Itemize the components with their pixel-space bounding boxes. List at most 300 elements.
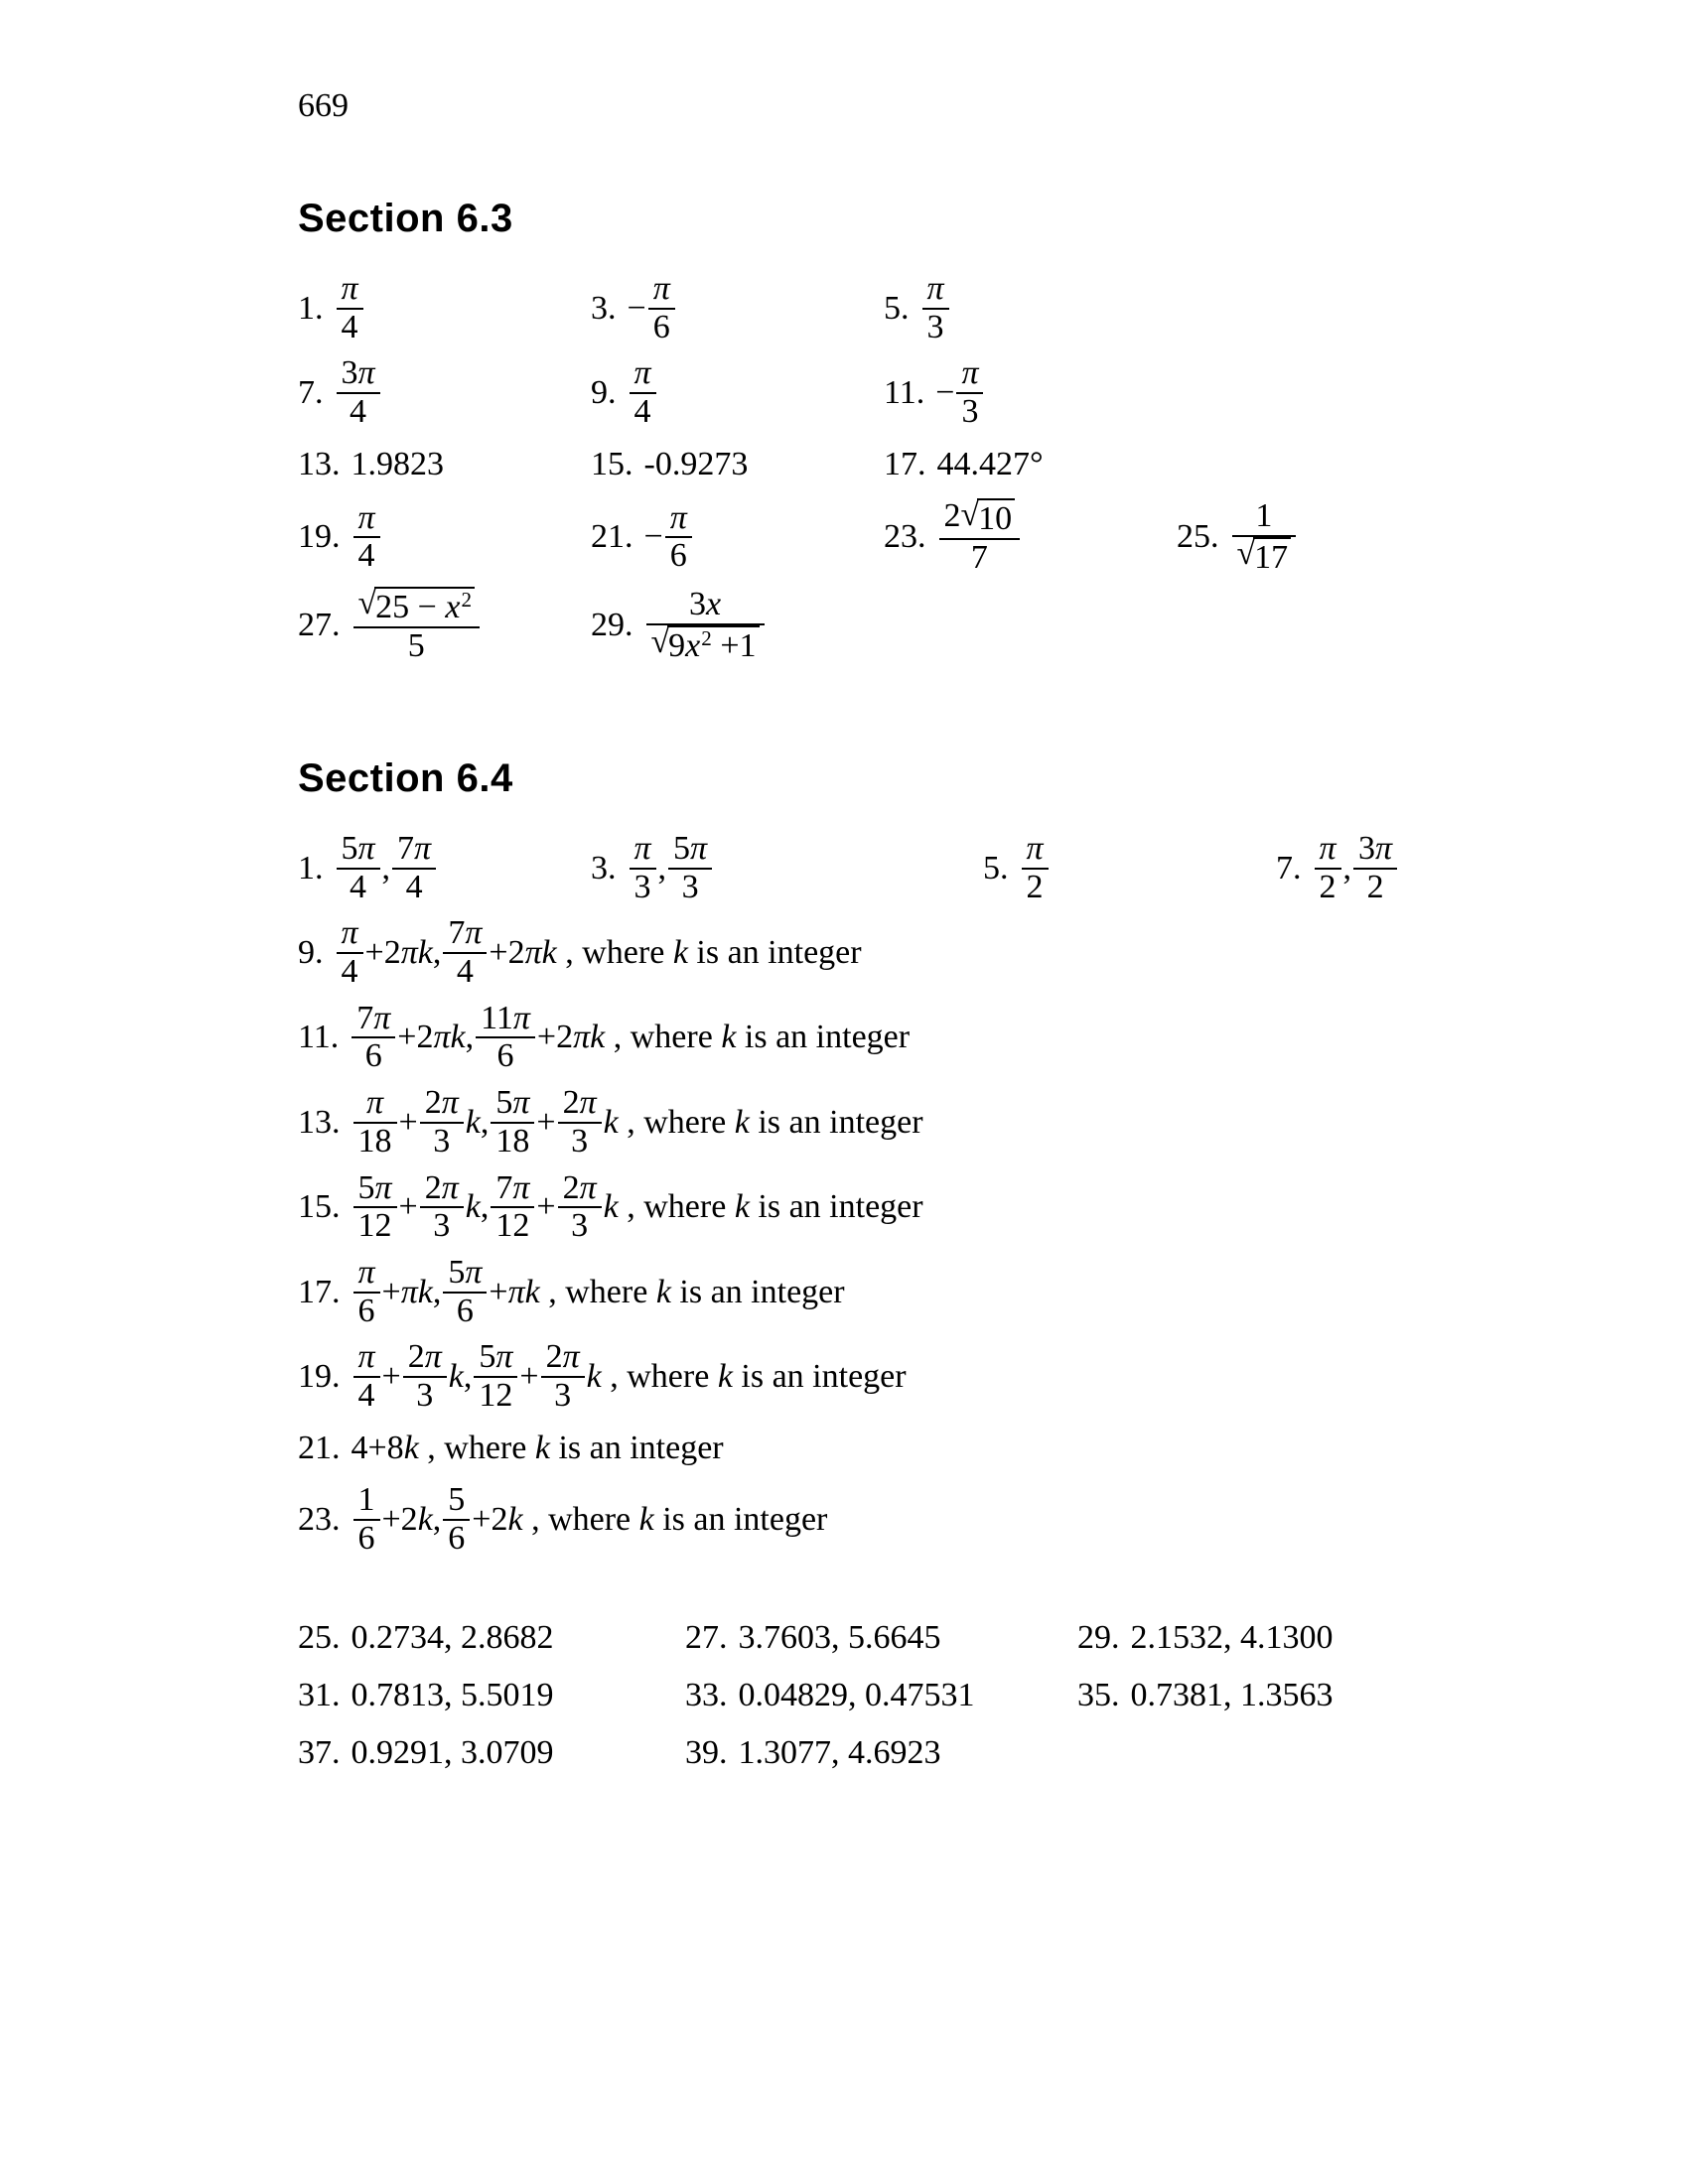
item-number: 31. [298, 1677, 341, 1714]
item-number: 35. [1077, 1677, 1120, 1714]
item-number: 23. [298, 1500, 341, 1538]
item-answer [739, 1734, 941, 1772]
answer-item-23 [884, 498, 1177, 577]
item-number: 27. [298, 607, 341, 644]
fraction-numerator [541, 1339, 585, 1376]
fraction [353, 584, 481, 665]
fraction [476, 1001, 535, 1075]
fraction [1315, 831, 1341, 905]
fraction-denominator [648, 308, 675, 346]
math-variable: k [417, 1500, 433, 1538]
item-number: 1. [298, 849, 324, 887]
item-number: 3. [591, 849, 617, 887]
math-text: 0.7381, 1.3563 [1130, 1677, 1334, 1714]
math-variable: k [417, 933, 433, 971]
answer-item-23 [298, 1482, 827, 1557]
math-text: + [381, 1358, 401, 1396]
fraction-numerator [646, 587, 765, 623]
item-answer [1020, 831, 1051, 905]
item-number: 15. [591, 445, 633, 482]
fraction-denominator [420, 1122, 464, 1160]
fraction [337, 355, 380, 430]
answer-row [298, 915, 1628, 990]
fraction [353, 1255, 380, 1329]
math-text: 12 [479, 1377, 513, 1415]
math-variable: π [507, 1273, 525, 1310]
item-number: 23. [884, 518, 926, 556]
item-answer [1131, 1619, 1334, 1657]
math-text: 6 [448, 1519, 466, 1557]
math-text: 3 [571, 1207, 589, 1245]
fraction [420, 1085, 464, 1160]
fraction-denominator [1315, 868, 1341, 906]
answer-item-7 [1276, 831, 1399, 905]
fraction-numerator [353, 500, 380, 537]
square-root [357, 584, 476, 626]
math-text: 2 [1319, 868, 1336, 905]
math-text: 5 [357, 1168, 375, 1206]
math-variable: k [734, 1188, 750, 1226]
math-text: , [432, 1273, 442, 1310]
math-variable: k [524, 1273, 540, 1310]
math-text: 1 [1255, 496, 1273, 534]
radicand [374, 587, 475, 626]
fraction [491, 1170, 534, 1245]
fraction-denominator [353, 1206, 397, 1245]
section-title: Section 6.3 [298, 197, 513, 240]
item-number: 13. [298, 445, 341, 482]
math-text: 1 [357, 1480, 375, 1518]
answer-row [298, 1672, 1628, 1719]
fraction-numerator [392, 831, 436, 868]
math-text: is an integer [749, 1103, 923, 1141]
math-variable: k [448, 1358, 464, 1396]
math-text: 7 [448, 914, 466, 952]
fraction-denominator [1353, 868, 1397, 906]
fraction-denominator [922, 308, 949, 346]
fraction [353, 500, 380, 575]
item-number: 5. [983, 849, 1009, 887]
fraction-numerator [939, 498, 1021, 538]
math-text: 0.04829, 0.47531 [738, 1677, 975, 1714]
math-variable: π [512, 999, 530, 1036]
math-text: 2 [545, 1338, 563, 1376]
item-number: 9. [591, 374, 617, 412]
answer-item-29 [591, 587, 767, 665]
math-text: 2 [424, 1084, 442, 1122]
radicand [1253, 537, 1291, 577]
math-text: is an integer [653, 1500, 828, 1538]
math-text: 4 [456, 952, 474, 990]
math-text: +2 [536, 1019, 574, 1056]
item-number: 37. [298, 1734, 341, 1772]
fraction [337, 271, 363, 345]
math-variable: π [1026, 829, 1044, 867]
fraction [403, 1339, 447, 1414]
section-title: Section 6.4 [298, 755, 513, 800]
math-text: , [381, 849, 391, 887]
item-answer [628, 271, 677, 345]
math-text: 17 [1254, 538, 1289, 576]
fraction-numerator [353, 1085, 397, 1122]
answer-row [298, 1170, 1628, 1245]
math-text: 5 [479, 1338, 496, 1376]
fraction [558, 1170, 602, 1245]
fraction-numerator [491, 1085, 534, 1122]
math-variable: π [441, 1168, 459, 1206]
math-variable: π [1319, 829, 1336, 867]
item-answer [335, 355, 382, 430]
math-text: 10 [978, 500, 1013, 538]
math-variable: π [562, 1338, 580, 1376]
fraction-denominator [403, 1376, 447, 1415]
math-variable: π [573, 1019, 591, 1056]
math-text: 5 [407, 627, 425, 665]
math-text: 3 [433, 1122, 451, 1160]
item-answer [1230, 498, 1299, 577]
fraction-numerator [665, 500, 692, 537]
math-text: , [465, 1019, 475, 1056]
math-text: , [432, 1500, 442, 1538]
item-number: 9. [298, 933, 324, 971]
math-text: 4 [405, 868, 423, 905]
answer-row [298, 831, 1628, 905]
math-text: 2 [562, 1084, 580, 1122]
item-answer [352, 1734, 554, 1772]
math-variable: π [341, 914, 358, 952]
item-answer [352, 1677, 554, 1714]
math-text: 4 [350, 868, 367, 905]
square-root [961, 498, 1016, 538]
fraction [443, 915, 487, 990]
math-text: , [463, 1358, 473, 1396]
item-number: 33. [685, 1677, 728, 1714]
math-variable: k [590, 1019, 606, 1056]
math-text: 6 [456, 1292, 474, 1329]
math-variable: k [403, 1429, 419, 1466]
answer-item-19 [298, 500, 591, 575]
math-variable: k [450, 1019, 466, 1056]
fraction-denominator [337, 392, 380, 431]
fraction-numerator [474, 1339, 517, 1376]
item-number: 3. [591, 289, 617, 327]
fraction [541, 1339, 585, 1414]
fraction [630, 831, 656, 905]
math-text: 5 [448, 1253, 466, 1291]
math-text: 0.2734, 2.8682 [351, 1619, 554, 1657]
fraction-denominator [443, 1292, 487, 1330]
math-variable: x [705, 585, 722, 622]
math-text: + [489, 1273, 508, 1310]
math-text: , [657, 849, 667, 887]
math-text: -0.9273 [643, 445, 749, 482]
fraction-denominator [668, 868, 712, 906]
math-variable: k [586, 1358, 602, 1396]
math-variable: π [512, 1084, 530, 1122]
math-text: +2 [364, 933, 401, 971]
item-answer [1313, 831, 1400, 905]
fraction-denominator [956, 392, 983, 431]
math-text: 44.427° [936, 445, 1044, 482]
math-variable: k [655, 1273, 671, 1310]
item-answer [352, 1170, 923, 1245]
math-variable: k [417, 1273, 433, 1310]
answer-row [298, 1425, 1628, 1472]
math-text: 6 [652, 308, 670, 345]
math-variable: π [633, 354, 651, 392]
math-text: 6 [357, 1292, 375, 1329]
math-variable: π [579, 1084, 597, 1122]
fraction-denominator [337, 868, 380, 906]
answer-item-29 [1077, 1619, 1334, 1657]
math-text: 2 [1026, 868, 1044, 905]
fraction [353, 1482, 380, 1557]
item-answer [352, 1482, 828, 1557]
item-number: 19. [298, 1358, 341, 1396]
item-number: 17. [298, 1273, 341, 1310]
math-text: 9 [668, 626, 686, 664]
answer-item-27 [298, 584, 591, 665]
math-text: +1 [711, 626, 757, 664]
answer-item-11 [884, 355, 985, 430]
math-variable: π [433, 1019, 451, 1056]
math-text: 5 [673, 829, 691, 867]
item-number: 7. [298, 374, 324, 412]
fraction-numerator [476, 1001, 535, 1037]
fraction-denominator [353, 626, 481, 665]
sections-container [298, 197, 1628, 1777]
fraction [352, 1001, 395, 1075]
math-text: 4 [633, 393, 651, 431]
math-text: 25 − [375, 588, 446, 625]
math-variable: π [424, 1338, 442, 1376]
fraction-numerator [420, 1085, 464, 1122]
item-number: 29. [1077, 1619, 1120, 1657]
answer-item-39 [685, 1734, 941, 1772]
fraction [668, 831, 712, 905]
item-answer [935, 355, 985, 430]
math-text: 3 [416, 1377, 434, 1415]
math-variable: π [357, 829, 375, 867]
math-text: 3 [341, 354, 358, 392]
fraction [443, 1255, 487, 1329]
fraction-denominator [476, 1036, 535, 1075]
fraction-numerator [403, 1339, 447, 1376]
fraction-denominator [353, 1122, 397, 1160]
math-variable: π [400, 933, 418, 971]
fraction-numerator [1022, 831, 1049, 868]
item-number: 39. [685, 1734, 728, 1772]
fraction-numerator [558, 1170, 602, 1207]
math-variable: π [524, 933, 542, 971]
math-text: , where [618, 1103, 735, 1141]
fraction [353, 1085, 397, 1160]
answer-item-1 [298, 271, 591, 345]
fraction-denominator [1022, 868, 1049, 906]
fraction-numerator [1232, 498, 1297, 535]
answer-row [298, 498, 1628, 577]
answer-row [298, 441, 1628, 488]
fraction [1353, 831, 1397, 905]
fraction-denominator [939, 538, 1021, 577]
math-text: 2.1532, 4.1300 [1130, 1619, 1334, 1657]
math-text: is an integer [749, 1188, 923, 1226]
answer-item-19 [298, 1339, 907, 1414]
fraction-denominator [665, 536, 692, 575]
fraction-numerator [353, 1482, 380, 1519]
math-text: − [627, 289, 646, 327]
math-text: , [432, 933, 442, 971]
fraction-denominator [558, 1206, 602, 1245]
answer-item-31 [298, 1677, 685, 1714]
math-text: is an integer [736, 1019, 911, 1056]
item-answer [352, 1339, 907, 1414]
fraction-denominator [541, 1376, 585, 1415]
math-variable: k [465, 1103, 481, 1141]
radical-sign: √ [960, 496, 980, 534]
answer-row [298, 584, 1628, 665]
fraction-denominator [352, 1036, 395, 1075]
answer-item-25 [1177, 498, 1298, 577]
square-root [1236, 534, 1292, 577]
fraction [474, 1339, 517, 1414]
answer-item-11 [298, 1001, 910, 1075]
fraction-numerator [668, 831, 712, 868]
fraction [1232, 498, 1297, 577]
math-variable: k [603, 1103, 619, 1141]
math-variable: π [357, 498, 375, 536]
math-text: , [480, 1103, 490, 1141]
fraction-denominator [353, 1376, 380, 1415]
math-text: 6 [496, 1037, 514, 1075]
math-text: 4 [357, 537, 375, 575]
math-text: 2 [1366, 868, 1384, 905]
math-text: 18 [495, 1122, 530, 1160]
fraction-numerator [353, 1255, 380, 1292]
math-variable: π [669, 498, 687, 536]
math-variable: π [512, 1168, 530, 1206]
math-text: 4 [341, 952, 358, 990]
math-superscript: 2 [701, 626, 712, 651]
math-variable: π [1375, 829, 1393, 867]
math-text: 3 [926, 308, 944, 345]
fraction-numerator [922, 271, 949, 308]
item-number: 13. [298, 1103, 341, 1141]
math-text: 5 [341, 829, 358, 867]
math-variable: x [445, 588, 461, 625]
answer-item-15 [298, 1170, 923, 1245]
answer-item-35 [1077, 1677, 1334, 1714]
math-text: 3 [961, 393, 979, 431]
math-text: is an integer [670, 1273, 845, 1310]
math-text: 7 [495, 1168, 513, 1206]
fraction-denominator [443, 1519, 470, 1558]
item-number: 5. [884, 289, 910, 327]
math-text: 7 [970, 539, 988, 577]
item-answer [739, 1677, 975, 1714]
item-answer [352, 584, 483, 665]
fraction [443, 1482, 470, 1557]
math-variable: π [465, 914, 483, 952]
answer-item-3 [591, 271, 884, 345]
math-variable: π [441, 1084, 459, 1122]
item-number: 25. [1177, 518, 1219, 556]
math-variable: k [721, 1019, 737, 1056]
page-number: 669 [298, 87, 349, 124]
math-text: 3 [1358, 829, 1376, 867]
math-text: 3.7603, 5.6645 [738, 1619, 941, 1657]
math-variable: π [357, 354, 375, 392]
item-answer [920, 271, 951, 345]
fraction-numerator [337, 271, 363, 308]
fraction [491, 1085, 534, 1160]
fraction-numerator [337, 355, 380, 392]
fraction-numerator [558, 1085, 602, 1122]
item-number: 27. [685, 1619, 728, 1657]
item-answer [352, 1085, 923, 1160]
math-text: + [398, 1103, 418, 1141]
answer-item-27 [685, 1619, 1077, 1657]
math-text: 11 [481, 999, 513, 1036]
item-number: 11. [884, 374, 925, 412]
math-variable: k [534, 1429, 550, 1466]
fraction-denominator [630, 868, 656, 906]
math-text: 12 [495, 1207, 530, 1245]
item-number: 25. [298, 1619, 341, 1657]
math-text: is an integer [732, 1358, 907, 1396]
fraction [646, 587, 765, 665]
fraction-numerator [337, 831, 380, 868]
math-text: + [398, 1188, 418, 1226]
fraction [956, 355, 983, 430]
math-text: , where [618, 1188, 735, 1226]
item-answer [644, 446, 749, 483]
math-text: 3 [633, 868, 651, 905]
math-text: 2 [562, 1168, 580, 1206]
math-text: 2 [407, 1338, 425, 1376]
fraction [353, 1339, 380, 1414]
math-variable: π [357, 1338, 375, 1376]
answer-row [298, 271, 1628, 345]
math-text: 3 [554, 1377, 572, 1415]
answer-item-9 [591, 355, 884, 430]
answer-item-9 [298, 915, 862, 990]
fraction-denominator [646, 623, 765, 665]
math-text: 3 [433, 1207, 451, 1245]
answer-row [298, 1001, 1628, 1075]
math-variable: k [672, 933, 688, 971]
item-number: 11. [298, 1019, 340, 1056]
answer-row [298, 355, 1628, 430]
answer-item-17 [884, 446, 1044, 483]
math-variable: π [495, 1338, 513, 1376]
math-variable: π [579, 1168, 597, 1206]
fraction [665, 500, 692, 575]
item-number: 19. [298, 518, 341, 556]
answer-row [298, 1482, 1628, 1557]
math-text: + [536, 1188, 556, 1226]
item-answer [352, 446, 445, 483]
fraction-numerator [1315, 831, 1341, 868]
math-variable: π [652, 270, 670, 307]
math-text: +2 [472, 1500, 508, 1538]
answer-item-21 [591, 500, 884, 575]
answer-item-21 [298, 1430, 724, 1467]
fraction-denominator [353, 536, 380, 575]
fraction-denominator [491, 1122, 534, 1160]
math-text: 6 [357, 1519, 375, 1557]
radical-sign: √ [650, 622, 670, 660]
